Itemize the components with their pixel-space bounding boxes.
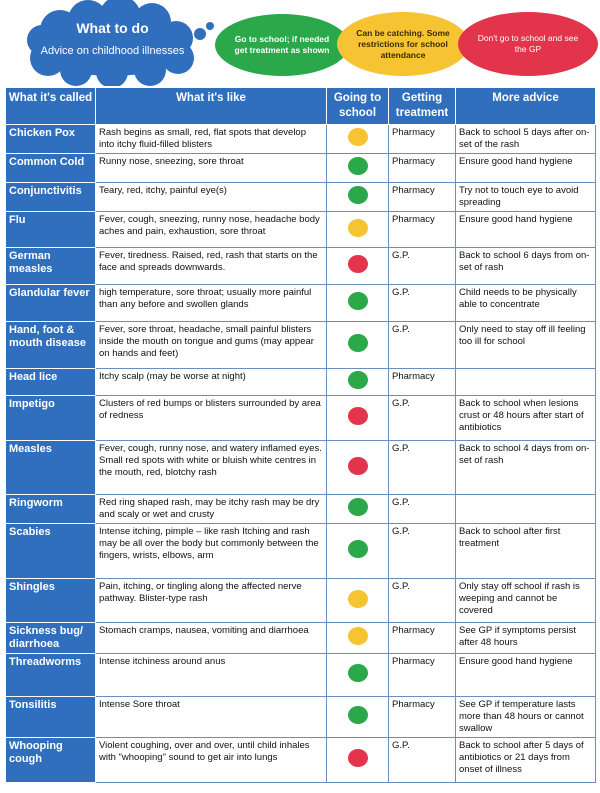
treatment: G.P. xyxy=(389,524,456,579)
column-header: Getting treatment xyxy=(389,88,456,125)
more-advice: Back to school 5 days after on-set of the rash xyxy=(456,125,596,154)
treatment: Pharmacy xyxy=(389,125,456,154)
illness-description: Fever, sore throat, headache, small painful blisters inside the mouth on tongue and gums (may appear on hands and feet) xyxy=(96,322,327,369)
illness-description: Intense itching, pimple – like rash Itching and rash may be all over the body but commonly between the fingers, wrists, elbows, arm xyxy=(96,524,327,579)
column-header: What it's called xyxy=(6,88,96,125)
table-row xyxy=(6,697,596,738)
illness-description: Clusters of red bumps or blisters surrounded by area of redness xyxy=(96,396,327,441)
more-advice: Back to school 6 days from on-set of rash xyxy=(456,248,596,285)
illness-name: Whooping cough xyxy=(6,738,96,783)
treatment: G.P. xyxy=(389,285,456,322)
table-row xyxy=(6,154,596,183)
thought-cloud xyxy=(0,0,215,86)
illness-name: Chicken Pox xyxy=(6,125,96,154)
cloud-subtitle: Advice on childhood illnesses xyxy=(40,45,185,57)
school-status xyxy=(327,623,389,654)
school-status xyxy=(327,495,389,524)
school-status xyxy=(327,396,389,441)
table-row xyxy=(6,441,596,495)
illness-description: Teary, red, itchy, painful eye(s) xyxy=(96,183,327,212)
school-status xyxy=(327,441,389,495)
status-dot-green xyxy=(348,540,368,558)
more-advice: See GP if temperature lasts more than 48 hours or cannot swallow xyxy=(456,697,596,738)
treatment: G.P. xyxy=(389,248,456,285)
treatment: Pharmacy xyxy=(389,212,456,248)
illness-description: Fever, cough, sneezing, runny nose, headache body aches and pain, exhaustion, sore throat xyxy=(96,212,327,248)
treatment: Pharmacy xyxy=(389,623,456,654)
table-row xyxy=(6,248,596,285)
table-row xyxy=(6,322,596,369)
more-advice: Only need to stay off ill feeling too ill for school xyxy=(456,322,596,369)
illness-name: Head lice xyxy=(6,369,96,396)
key-green-bubble: Go to school; if needed get treatment as shown xyxy=(215,14,349,76)
status-dot-green xyxy=(348,334,368,352)
more-advice: Child needs to be physically able to concentrate xyxy=(456,285,596,322)
school-status xyxy=(327,524,389,579)
illness-description: Itchy scalp (may be worse at night) xyxy=(96,369,327,396)
illness-description: Intense itchiness around anus xyxy=(96,654,327,697)
illness-name: Tonsilitis xyxy=(6,697,96,738)
school-status xyxy=(327,285,389,322)
more-advice: See GP if symptoms persist after 48 hours xyxy=(456,623,596,654)
illness-name: Common Cold xyxy=(6,154,96,183)
key-amber-bubble: Can be catching. Some restrictions for school attendance xyxy=(337,12,469,76)
illness-name: Sickness bug/ diarrhoea xyxy=(6,623,96,654)
illness-description: Stomach cramps, nausea, vomiting and diarrhoea xyxy=(96,623,327,654)
more-advice xyxy=(456,369,596,396)
table-row xyxy=(6,369,596,396)
illness-name: Scabies xyxy=(6,524,96,579)
status-dot-green xyxy=(348,292,368,310)
column-header: More advice xyxy=(456,88,596,125)
table-row xyxy=(6,495,596,524)
treatment: Pharmacy xyxy=(389,654,456,697)
treatment: Pharmacy xyxy=(389,697,456,738)
illness-description: Violent coughing, over and over, until child inhales with "whooping" sound to get air into lungs xyxy=(96,738,327,783)
treatment: G.P. xyxy=(389,441,456,495)
school-status xyxy=(327,322,389,369)
more-advice: Try not to touch eye to avoid spreading xyxy=(456,183,596,212)
column-header: Going to school xyxy=(327,88,389,125)
table-row xyxy=(6,623,596,654)
table-row xyxy=(6,738,596,783)
illness-name: German measles xyxy=(6,248,96,285)
status-dot-red xyxy=(348,255,368,273)
treatment: Pharmacy xyxy=(389,183,456,212)
more-advice xyxy=(456,495,596,524)
illness-name: Threadworms xyxy=(6,654,96,697)
school-status xyxy=(327,369,389,396)
status-dot-red xyxy=(348,407,368,425)
treatment: Pharmacy xyxy=(389,154,456,183)
treatment: G.P. xyxy=(389,579,456,623)
status-dot-green xyxy=(348,664,368,682)
more-advice: Back to school after first treatment xyxy=(456,524,596,579)
treatment: G.P. xyxy=(389,495,456,524)
illness-name: Shingles xyxy=(6,579,96,623)
more-advice: Ensure good hand hygiene xyxy=(456,654,596,697)
more-advice: Ensure good hand hygiene xyxy=(456,212,596,248)
school-status xyxy=(327,697,389,738)
status-dot-green xyxy=(348,371,368,389)
illness-name: Impetigo xyxy=(6,396,96,441)
illness-description: Fever, tiredness. Raised, red, rash that starts on the face and spreads downwards. xyxy=(96,248,327,285)
table-row xyxy=(6,183,596,212)
school-status xyxy=(327,738,389,783)
table-row xyxy=(6,396,596,441)
status-dot-green xyxy=(348,186,368,204)
treatment: G.P. xyxy=(389,322,456,369)
cloud-title: What to do xyxy=(76,20,149,36)
more-advice: Back to school after 5 days of antibiotics or 21 days from onset of illness xyxy=(456,738,596,783)
more-advice: Back to school 4 days from on-set of rash xyxy=(456,441,596,495)
more-advice: Only stay off school if rash is weeping and cannot be covered xyxy=(456,579,596,623)
table-row xyxy=(6,125,596,154)
table-row xyxy=(6,654,596,697)
table-row xyxy=(6,212,596,248)
illness-description: Fever, cough, runny nose, and watery inflamed eyes. Small red spots with white or bluish white centres in the mouth, red, blotchy rash xyxy=(96,441,327,495)
status-dot-red xyxy=(348,457,368,475)
illness-table xyxy=(5,87,596,783)
status-dot-green xyxy=(348,706,368,724)
school-status xyxy=(327,125,389,154)
illness-description: Intense Sore throat xyxy=(96,697,327,738)
treatment: G.P. xyxy=(389,738,456,783)
more-advice: Back to school when lesions crust or 48 hours after start of antibiotics xyxy=(456,396,596,441)
illness-description: high temperature, sore throat; usually more painful than any before and swollen glands xyxy=(96,285,327,322)
table-row xyxy=(6,285,596,322)
illness-name: Conjunctivitis xyxy=(6,183,96,212)
illness-name: Hand, foot & mouth disease xyxy=(6,322,96,369)
illness-description: Pain, itching, or tingling along the affected nerve pathway. Blister-type rash xyxy=(96,579,327,623)
column-header: What it's like xyxy=(96,88,327,125)
illness-description: Rash begins as small, red, flat spots that develop into itchy fluid-filled blisters xyxy=(96,125,327,154)
illness-description: Runny nose, sneezing, sore throat xyxy=(96,154,327,183)
status-dot-green xyxy=(348,498,368,516)
table-header-row xyxy=(6,88,596,125)
status-dot-amber xyxy=(348,128,368,146)
table-row xyxy=(6,579,596,623)
status-dot-green xyxy=(348,157,368,175)
status-dot-amber xyxy=(348,627,368,645)
status-dot-red xyxy=(348,749,368,767)
treatment: Pharmacy xyxy=(389,369,456,396)
table-row xyxy=(6,524,596,579)
school-status xyxy=(327,154,389,183)
status-dot-amber xyxy=(348,219,368,237)
school-status xyxy=(327,248,389,285)
illness-name: Glandular fever xyxy=(6,285,96,322)
more-advice: Ensure good hand hygiene xyxy=(456,154,596,183)
illness-name: Ringworm xyxy=(6,495,96,524)
school-status xyxy=(327,183,389,212)
status-dot-amber xyxy=(348,590,368,608)
school-status xyxy=(327,212,389,248)
illness-name: Flu xyxy=(6,212,96,248)
illness-name: Measles xyxy=(6,441,96,495)
treatment: G.P. xyxy=(389,396,456,441)
school-status xyxy=(327,654,389,697)
key-red-bubble: Don't go to school and see the GP xyxy=(458,12,598,76)
header xyxy=(0,0,600,86)
illness-description: Red ring shaped rash, may be itchy rash may be dry and scaly or wet and crusty xyxy=(96,495,327,524)
school-status xyxy=(327,579,389,623)
